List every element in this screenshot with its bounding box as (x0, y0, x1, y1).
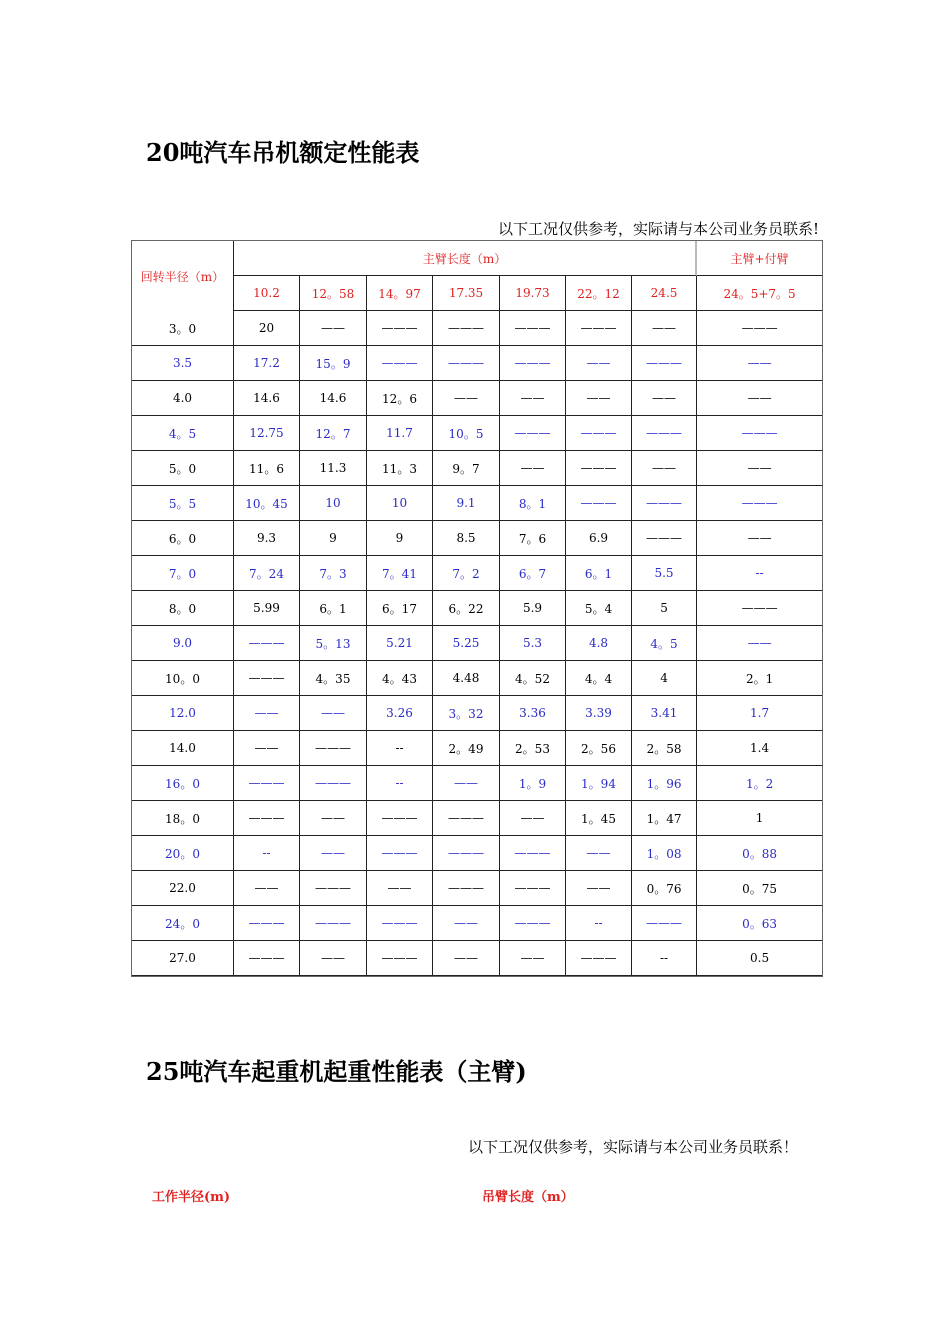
capacity-cell: ——— (566, 451, 632, 486)
capacity-cell: ——— (500, 311, 566, 346)
capacity-cell: 5.21 (367, 626, 433, 661)
capacity-cell: —— (697, 346, 822, 381)
reference-note: 以下工况仅供参考，实际请与本公司业务员联系! (497, 220, 819, 238)
table-row (132, 731, 822, 766)
capacity-cell: —— (300, 941, 367, 976)
capacity-cell: ——— (367, 941, 433, 976)
table-row (132, 381, 822, 416)
capacity-cell: 1。96 (632, 766, 697, 801)
capacity-cell: 6。1 (566, 556, 632, 591)
capacity-cell: —— (234, 731, 300, 766)
capacity-cell: —— (632, 381, 697, 416)
capacity-cell: 10 (367, 486, 433, 521)
capacity-cell: ——— (433, 836, 500, 871)
capacity-cell: 10。5 (433, 416, 500, 451)
capacity-cell: —— (300, 801, 367, 836)
capacity-cell: —— (566, 346, 632, 381)
table-row (132, 626, 822, 661)
radius-cell: 20。0 (132, 836, 234, 871)
radius-cell: 4.0 (132, 381, 234, 416)
capacity-cell: 2。56 (566, 731, 632, 766)
capacity-cell: 1.7 (697, 696, 822, 731)
capacity-cell: —— (566, 381, 632, 416)
capacity-cell: 5.9 (500, 591, 566, 626)
capacity-cell: ——— (500, 836, 566, 871)
capacity-cell: 6。7 (500, 556, 566, 591)
boom-length-cell: 19.73 (500, 276, 566, 311)
capacity-cell: 2。53 (500, 731, 566, 766)
capacity-cell: ——— (300, 871, 367, 906)
boom-length-cell: 14。97 (367, 276, 433, 311)
capacity-cell: —— (433, 906, 500, 941)
capacity-cell: 5.5 (632, 556, 697, 591)
radius-cell: 24。0 (132, 906, 234, 941)
capacity-cell: —— (300, 696, 367, 731)
capacity-cell: ——— (367, 311, 433, 346)
table-row (132, 766, 822, 801)
radius-header: 回转半径（m） (132, 241, 234, 311)
table-row (132, 521, 822, 556)
capacity-cell: 1。47 (632, 801, 697, 836)
performance-table (131, 240, 823, 977)
capacity-cell: ——— (433, 311, 500, 346)
capacity-cell: ——— (632, 906, 697, 941)
capacity-cell: -- (697, 556, 822, 591)
capacity-cell: 3.39 (566, 696, 632, 731)
capacity-cell: 10 (300, 486, 367, 521)
capacity-cell: 1。94 (566, 766, 632, 801)
capacity-cell: —— (500, 941, 566, 976)
table-row (132, 416, 822, 451)
capacity-cell: ——— (367, 836, 433, 871)
capacity-cell: ——— (367, 346, 433, 381)
capacity-cell: 3.26 (367, 696, 433, 731)
capacity-cell: ——— (234, 766, 300, 801)
capacity-cell: —— (697, 381, 822, 416)
table-row (132, 906, 822, 941)
capacity-cell: 9.1 (433, 486, 500, 521)
capacity-cell: ——— (367, 801, 433, 836)
capacity-cell: ——— (300, 906, 367, 941)
capacity-cell: 12。7 (300, 416, 367, 451)
capacity-cell: 7。41 (367, 556, 433, 591)
capacity-cell: —— (433, 381, 500, 416)
capacity-cell: ——— (234, 661, 300, 696)
capacity-cell: 8。1 (500, 486, 566, 521)
capacity-cell: 5.25 (433, 626, 500, 661)
reference-note-2: 以下工况仅供参考，实际请与本公司业务员联系！ (467, 1138, 798, 1156)
capacity-cell: -- (367, 731, 433, 766)
capacity-cell: ——— (234, 801, 300, 836)
capacity-cell: ——— (697, 311, 822, 346)
capacity-cell: ——— (566, 416, 632, 451)
capacity-cell: 4.8 (566, 626, 632, 661)
capacity-cell: 4。43 (367, 661, 433, 696)
capacity-cell: —— (500, 451, 566, 486)
capacity-cell: 6。17 (367, 591, 433, 626)
capacity-cell: ——— (433, 801, 500, 836)
capacity-cell: 11。6 (234, 451, 300, 486)
capacity-cell: 2。1 (697, 661, 822, 696)
table-row (132, 346, 822, 381)
capacity-cell: —— (300, 311, 367, 346)
capacity-cell: ——— (500, 871, 566, 906)
table-row (132, 591, 822, 626)
radius-cell: 5。0 (132, 451, 234, 486)
capacity-cell: ——— (300, 731, 367, 766)
capacity-cell: 0。75 (697, 871, 822, 906)
capacity-cell: 5.3 (500, 626, 566, 661)
boom-length-cell: 24。5+7。5 (697, 276, 822, 311)
capacity-cell: 10。45 (234, 486, 300, 521)
capacity-cell: 11.3 (300, 451, 367, 486)
capacity-cell: 5.99 (234, 591, 300, 626)
capacity-cell: ——— (632, 416, 697, 451)
capacity-cell: 11.7 (367, 416, 433, 451)
boom-length-header: 主臂长度（m） (234, 241, 697, 276)
capacity-cell: 0.5 (697, 941, 822, 976)
capacity-cell: ——— (433, 871, 500, 906)
capacity-cell: 1。08 (632, 836, 697, 871)
boom-length-cell: 10.2 (234, 276, 300, 311)
capacity-cell: —— (697, 451, 822, 486)
jib-header: 主臂+付臂 (697, 241, 822, 276)
capacity-cell: ——— (697, 416, 822, 451)
capacity-cell: 4 (632, 661, 697, 696)
table-row (132, 661, 822, 696)
capacity-cell: ——— (234, 626, 300, 661)
capacity-cell: 15。9 (300, 346, 367, 381)
capacity-cell: ——— (300, 766, 367, 801)
radius-cell: 12.0 (132, 696, 234, 731)
capacity-cell: 3.41 (632, 696, 697, 731)
capacity-cell: 4。35 (300, 661, 367, 696)
capacity-cell: 0。63 (697, 906, 822, 941)
capacity-cell: 3.36 (500, 696, 566, 731)
capacity-cell: ——— (566, 486, 632, 521)
radius-cell: 14.0 (132, 731, 234, 766)
table-row (132, 486, 822, 521)
capacity-cell: 2。58 (632, 731, 697, 766)
capacity-cell: —— (697, 521, 822, 556)
radius-cell: 16。0 (132, 766, 234, 801)
capacity-cell: 7。6 (500, 521, 566, 556)
capacity-cell: 4.48 (433, 661, 500, 696)
capacity-cell: -- (367, 766, 433, 801)
capacity-cell: —— (234, 696, 300, 731)
capacity-cell: 12。6 (367, 381, 433, 416)
radius-cell: 18。0 (132, 801, 234, 836)
capacity-cell: 1。9 (500, 766, 566, 801)
radius-cell: 7。0 (132, 556, 234, 591)
boom-length-cell: 22。12 (566, 276, 632, 311)
capacity-cell: ——— (234, 941, 300, 976)
capacity-cell: 6.9 (566, 521, 632, 556)
capacity-cell: 12.75 (234, 416, 300, 451)
capacity-cell: 9。7 (433, 451, 500, 486)
table-row (132, 941, 822, 976)
capacity-cell: ——— (697, 486, 822, 521)
capacity-cell: ——— (234, 906, 300, 941)
capacity-cell: —— (500, 381, 566, 416)
capacity-cell: 14.6 (300, 381, 367, 416)
capacity-cell: 2。49 (433, 731, 500, 766)
capacity-cell: 4。5 (632, 626, 697, 661)
capacity-cell: ——— (566, 941, 632, 976)
radius-cell: 6。0 (132, 521, 234, 556)
capacity-cell: ——— (500, 346, 566, 381)
capacity-cell: 9 (300, 521, 367, 556)
radius-cell: 4。5 (132, 416, 234, 451)
capacity-cell: 6。1 (300, 591, 367, 626)
capacity-cell: ——— (632, 486, 697, 521)
radius-cell: 10。0 (132, 661, 234, 696)
working-radius-label: 工作半径(m) (152, 1190, 231, 1205)
capacity-cell: —— (697, 626, 822, 661)
boom-length-label: 吊臂长度（m） (482, 1190, 574, 1205)
table-title-25t: 25吨汽车起重机起重性能表（主臂) (146, 1057, 527, 1086)
capacity-cell: 9.3 (234, 521, 300, 556)
capacity-cell: 7。3 (300, 556, 367, 591)
table-row (132, 311, 822, 346)
capacity-cell: ——— (433, 346, 500, 381)
capacity-cell: 1.4 (697, 731, 822, 766)
capacity-cell: 5。4 (566, 591, 632, 626)
boom-length-cell: 12。58 (300, 276, 367, 311)
capacity-cell: 1 (697, 801, 822, 836)
capacity-cell: 9 (367, 521, 433, 556)
capacity-cell: 7。2 (433, 556, 500, 591)
capacity-cell: —— (433, 941, 500, 976)
capacity-cell: —— (566, 871, 632, 906)
capacity-cell: 11。3 (367, 451, 433, 486)
table-title-20t: 20吨汽车吊机额定性能表 (146, 138, 420, 167)
capacity-cell: —— (632, 311, 697, 346)
capacity-cell: 4。4 (566, 661, 632, 696)
capacity-cell: 5 (632, 591, 697, 626)
capacity-cell: —— (632, 451, 697, 486)
capacity-cell: 5。13 (300, 626, 367, 661)
capacity-cell: ——— (632, 346, 697, 381)
capacity-cell: —— (433, 766, 500, 801)
capacity-cell: ——— (632, 521, 697, 556)
table-row (132, 696, 822, 731)
radius-cell: 8。0 (132, 591, 234, 626)
capacity-cell: 6。22 (433, 591, 500, 626)
capacity-cell: —— (234, 871, 300, 906)
capacity-cell: 1。2 (697, 766, 822, 801)
radius-cell: 9.0 (132, 626, 234, 661)
capacity-cell: ——— (500, 416, 566, 451)
boom-length-row (132, 276, 822, 311)
radius-cell: 3.5 (132, 346, 234, 381)
capacity-cell: ——— (367, 906, 433, 941)
capacity-cell: ——— (566, 311, 632, 346)
table-row (132, 801, 822, 836)
capacity-cell: —— (566, 836, 632, 871)
capacity-cell: —— (300, 836, 367, 871)
capacity-cell: 0。76 (632, 871, 697, 906)
capacity-cell: -- (632, 941, 697, 976)
capacity-cell: 17.2 (234, 346, 300, 381)
capacity-cell: -- (234, 836, 300, 871)
boom-length-cell: 24.5 (632, 276, 697, 311)
capacity-cell: 20 (234, 311, 300, 346)
capacity-cell: —— (367, 871, 433, 906)
table-row (132, 451, 822, 486)
capacity-cell: 1。45 (566, 801, 632, 836)
capacity-cell: 0。88 (697, 836, 822, 871)
radius-cell: 3。0 (132, 311, 234, 346)
radius-cell: 5。5 (132, 486, 234, 521)
radius-cell: 22.0 (132, 871, 234, 906)
capacity-cell: -- (566, 906, 632, 941)
capacity-cell: ——— (500, 906, 566, 941)
radius-cell: 27.0 (132, 941, 234, 976)
capacity-cell: 3。32 (433, 696, 500, 731)
capacity-cell: —— (500, 801, 566, 836)
capacity-cell: 14.6 (234, 381, 300, 416)
boom-length-cell: 17.35 (433, 276, 500, 311)
table-row (132, 871, 822, 906)
capacity-cell: 7。24 (234, 556, 300, 591)
table-row (132, 556, 822, 591)
capacity-cell: 8.5 (433, 521, 500, 556)
capacity-cell: ——— (697, 591, 822, 626)
table-row (132, 836, 822, 871)
capacity-cell: 4。52 (500, 661, 566, 696)
